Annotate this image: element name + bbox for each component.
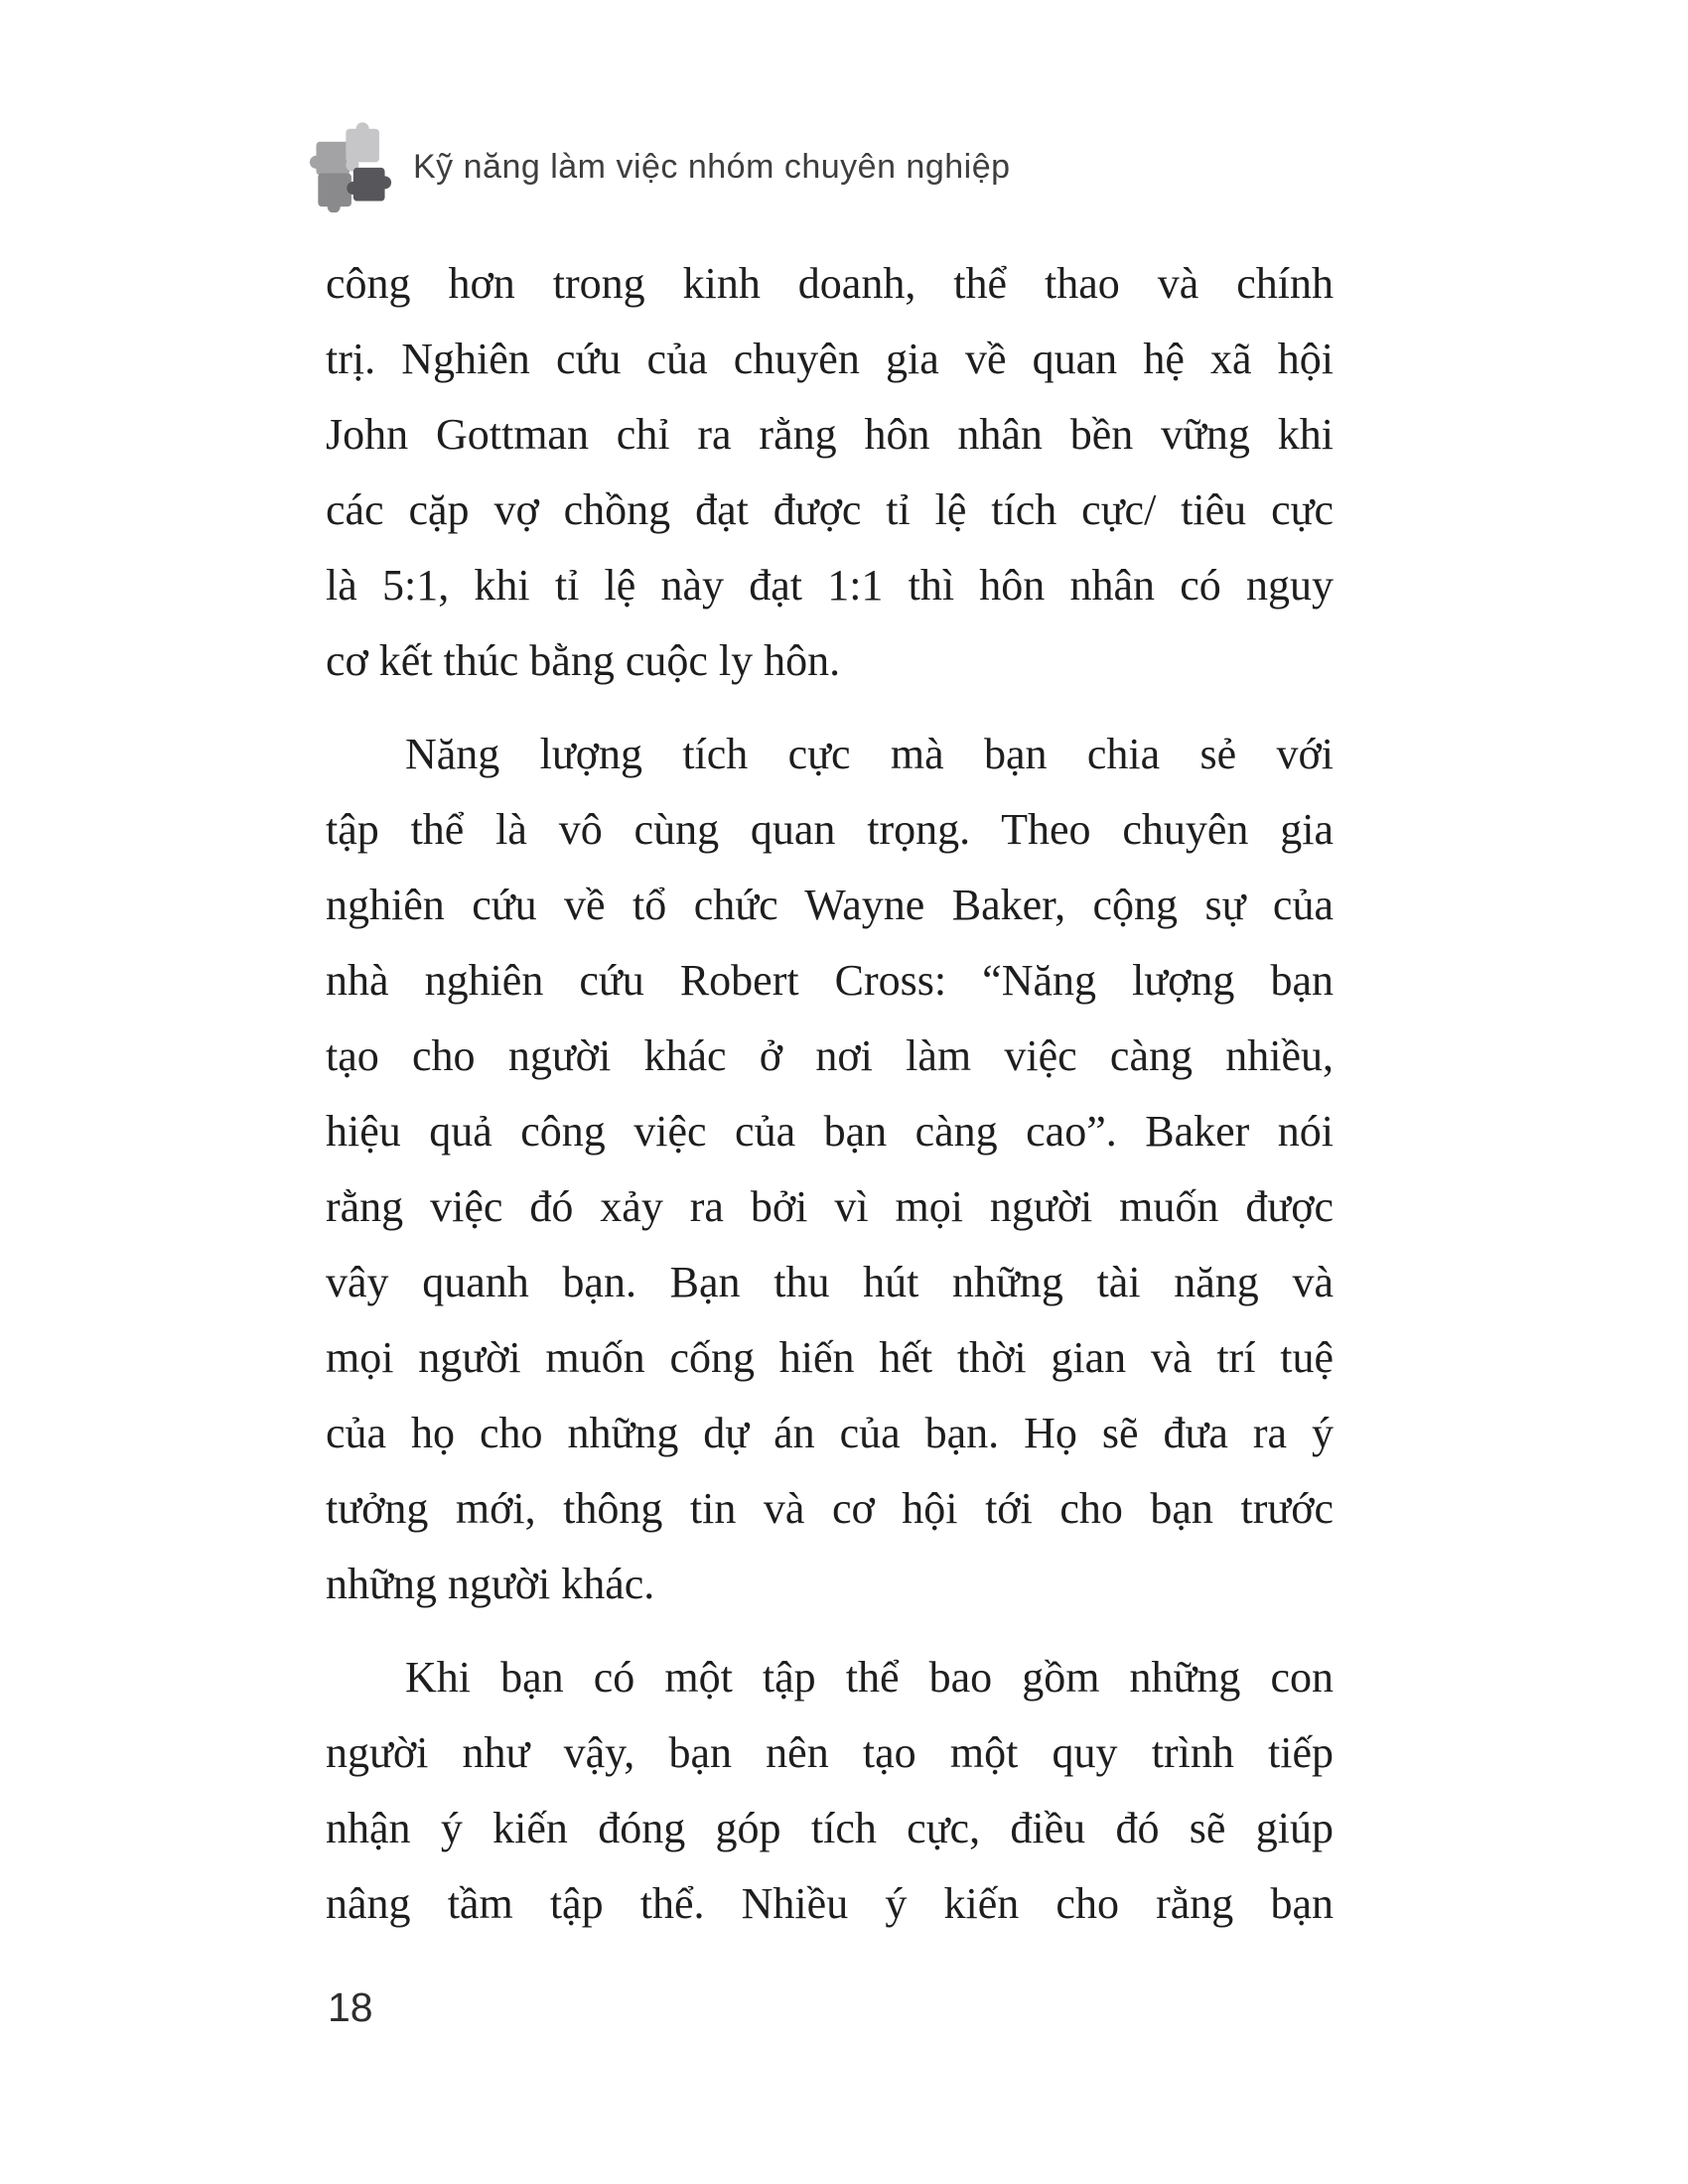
paragraph: [326, 1640, 1334, 1942]
text-line: người như vậy, bạn nên tạo một quy trình tiếp: [326, 1728, 1334, 1777]
text-line: của họ cho những dự án của bạn. Họ sẽ đưa ra ý: [326, 1409, 1334, 1457]
puzzle-piece-top-right: [346, 122, 379, 171]
text-line: John Gottman chỉ ra rằng hôn nhân bền vững khi: [326, 410, 1334, 459]
running-head-title: Kỹ năng làm việc nhóm chuyên nghiệp: [413, 147, 1011, 186]
page-number: 18: [328, 1984, 373, 2030]
text-line: tạo cho người khác ở nơi làm việc càng nhiều,: [326, 1031, 1334, 1080]
paragraph: [326, 246, 1334, 699]
text-line: nhận ý kiến đóng góp tích cực, điều đó sẽ giúp: [326, 1804, 1334, 1852]
text-line: tập thể là vô cùng quan trọng. Theo chuyên gia: [326, 805, 1334, 854]
puzzle-piece-bottom-left: [318, 174, 352, 212]
page-header: [309, 119, 1011, 214]
text-line: vây quanh bạn. Bạn thu hút những tài năng và: [326, 1258, 1334, 1306]
text-line: mọi người muốn cống hiến hết thời gian và trí tuệ: [326, 1333, 1334, 1382]
text-line: nâng tầm tập thể. Nhiều ý kiến cho rằng bạn: [326, 1879, 1334, 1928]
text-line: trị. Nghiên cứu của chuyên gia về quan hệ xã hội: [326, 335, 1334, 383]
text-line: nhà nghiên cứu Robert Cross: “Năng lượng bạn: [326, 956, 1334, 1005]
text-line: là 5:1, khi tỉ lệ này đạt 1:1 thì hôn nhân có nguy: [326, 561, 1334, 610]
text-line: cơ kết thúc bằng cuộc ly hôn.: [326, 636, 841, 685]
text-line: các cặp vợ chồng đạt được tỉ lệ tích cực/ tiêu cực: [326, 485, 1334, 534]
text-line: nghiên cứu về tổ chức Wayne Baker, cộng sự của: [326, 881, 1334, 929]
page-body: [326, 246, 1334, 1942]
text-line: những người khác.: [326, 1560, 655, 1608]
puzzle-icon: [309, 121, 392, 212]
text-line: rằng việc đó xảy ra bởi vì mọi người muốn được: [326, 1182, 1334, 1231]
puzzle-piece-top-left: [310, 142, 350, 176]
text-line: hiệu quả công việc của bạn càng cao”. Baker nói: [326, 1107, 1334, 1156]
puzzle-piece-bottom-right: [347, 168, 391, 202]
text-line: tưởng mới, thông tin và cơ hội tới cho bạn trước: [326, 1484, 1334, 1533]
paragraph: [326, 717, 1334, 1622]
text-line: công hơn trong kinh doanh, thể thao và chính: [326, 259, 1334, 308]
text-line: Năng lượng tích cực mà bạn chia sẻ với: [405, 730, 1334, 778]
text-line: Khi bạn có một tập thể bao gồm những con: [405, 1653, 1334, 1702]
